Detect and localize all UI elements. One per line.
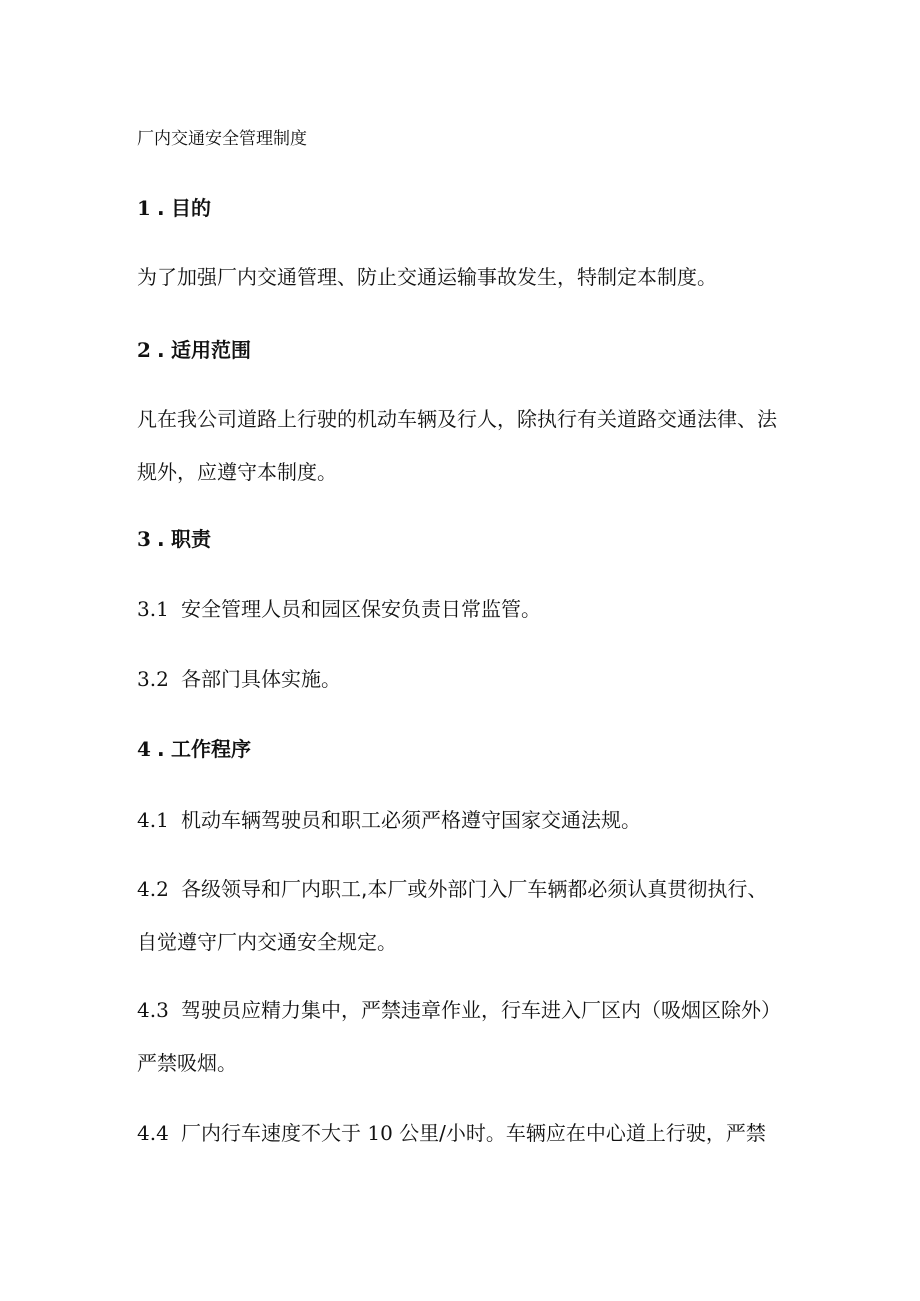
section-number: 1 bbox=[137, 196, 151, 220]
paragraph-line: 规外，应遵守本制度。 bbox=[137, 460, 337, 484]
section-title: 工作程序 bbox=[171, 737, 251, 761]
section-number: 4 bbox=[137, 737, 151, 761]
document-title: 厂内交通安全管理制度 bbox=[137, 129, 307, 149]
clause-line bbox=[137, 875, 787, 903]
clause-number: 4.2 bbox=[137, 877, 169, 901]
clause-number: 3.1 bbox=[137, 597, 169, 621]
section-title: 目的 bbox=[171, 196, 211, 220]
clause-3-1 bbox=[137, 595, 787, 623]
section-separator: . bbox=[157, 196, 165, 220]
clause-3-2 bbox=[137, 665, 787, 693]
clause-number: 3.2 bbox=[137, 667, 169, 691]
section-number: 2 bbox=[137, 338, 151, 362]
section-title: 职责 bbox=[171, 527, 211, 551]
clause-text: 各级领导和厂内职工,本厂或外部门入厂车辆都必须认真贯彻执行、 bbox=[181, 877, 768, 901]
paragraph-scope bbox=[137, 405, 787, 486]
paragraph-line: 凡在我公司道路上行驶的机动车辆及行人，除执行有关道路交通法律、法 bbox=[137, 407, 777, 431]
clause-text: 厂内行车速度不大于 bbox=[181, 1121, 361, 1145]
clause-text-continuation: 严禁吸烟。 bbox=[137, 1051, 237, 1075]
clause-text: 驾驶员应精力集中，严禁违章作业，行车进入厂区内（吸烟区除外） bbox=[181, 998, 781, 1022]
clause-number: 4.4 bbox=[137, 1121, 169, 1145]
clause-4-4 bbox=[137, 1119, 787, 1147]
clause-text: 各部门具体实施。 bbox=[181, 667, 341, 691]
clause-text: 公里/小时。车辆应在中心道上行驶，严禁 bbox=[399, 1121, 766, 1145]
section-separator: . bbox=[157, 737, 165, 761]
clause-4-1 bbox=[137, 806, 787, 834]
clause-line bbox=[137, 996, 787, 1024]
clause-4-3 bbox=[137, 996, 787, 1077]
section-heading-duties bbox=[137, 525, 211, 553]
paragraph-line: 为了加强厂内交通管理、防止交通运输事故发生，特制定本制度。 bbox=[137, 265, 717, 289]
clause-text: 安全管理人员和园区保安负责日常监管。 bbox=[181, 597, 541, 621]
section-title: 适用范围 bbox=[171, 338, 251, 362]
section-number: 3 bbox=[137, 527, 151, 551]
section-separator: . bbox=[157, 338, 165, 362]
section-heading-procedure bbox=[137, 735, 251, 763]
clause-4-2 bbox=[137, 875, 787, 956]
clause-number: 4.3 bbox=[137, 998, 169, 1022]
paragraph-purpose bbox=[137, 263, 787, 291]
clause-text-continuation: 自觉遵守厂内交通安全规定。 bbox=[137, 930, 397, 954]
clause-number: 4.1 bbox=[137, 808, 169, 832]
section-heading-scope bbox=[137, 336, 251, 364]
clause-text: 机动车辆驾驶员和职工必须严格遵守国家交通法规。 bbox=[181, 808, 641, 832]
section-separator: . bbox=[157, 527, 165, 551]
section-heading-purpose bbox=[137, 194, 211, 222]
speed-limit-value: 10 bbox=[367, 1121, 393, 1145]
